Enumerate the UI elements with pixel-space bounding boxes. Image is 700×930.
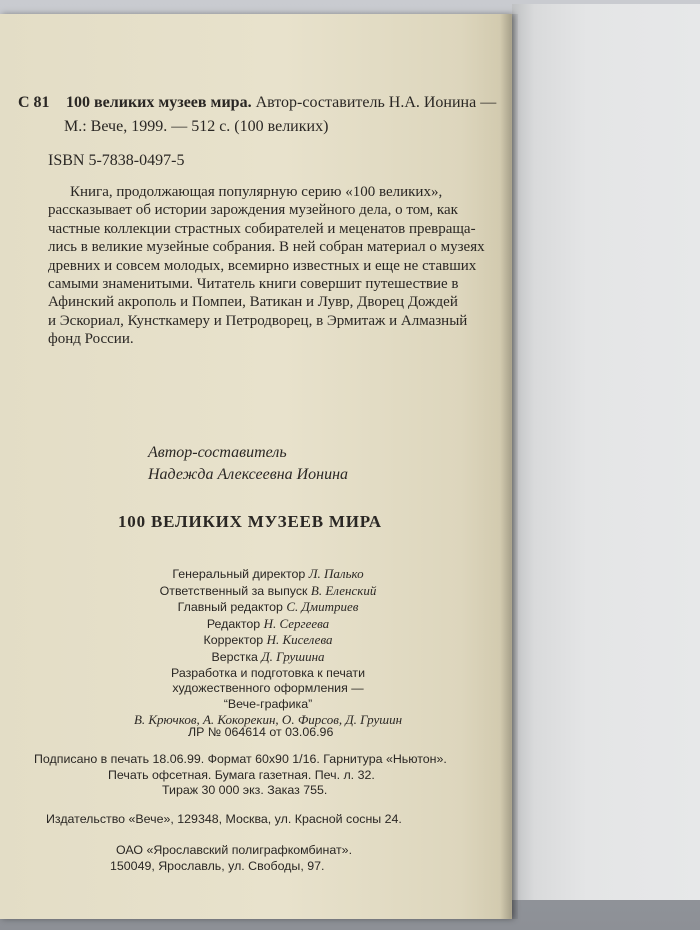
credit-role: художественного оформления —	[172, 681, 364, 696]
credit-role: Ответственный за выпуск	[159, 583, 311, 598]
annotation	[48, 183, 494, 349]
credit-person: Л. Палько	[308, 566, 364, 581]
credit-row	[98, 566, 438, 583]
annotation-line: древних и совсем молодых, всемирно известных и еще не ставших	[48, 257, 477, 274]
isbn: ISBN 5-7838-0497-5	[48, 152, 185, 169]
annotation-line: фонд России.	[48, 331, 134, 348]
print-detail-line: Тираж 30 000 экз. Заказ 755.	[162, 783, 328, 798]
bibliographic-record	[18, 94, 496, 112]
printer-line: 150049, Ярославль, ул. Свободы, 97.	[110, 858, 325, 873]
credit-person: Н. Сергеева	[263, 615, 330, 631]
credit-role: Редактор	[206, 616, 264, 631]
annotation-line: Книга, продолжающая популярную серию «100 великих»,	[70, 184, 443, 200]
credit-role: Генеральный директор	[172, 567, 309, 581]
credit-row	[98, 681, 438, 697]
bibliographic-title: 100 великих музеев мира.	[66, 94, 252, 111]
author-label: Автор-составитель	[148, 444, 287, 461]
credit-row	[98, 649, 438, 666]
annotation-line: частные коллекции страстных собирателей и меценатов превраща-	[48, 220, 476, 237]
bibliographic-author: Автор-составитель Н.А. Ионина —	[251, 94, 497, 111]
credit-person: В. Еленский	[310, 582, 377, 598]
credit-row	[98, 697, 438, 713]
credit-role: Корректор	[203, 633, 267, 648]
credit-role: “Вече-графика”	[223, 696, 313, 711]
annotation-line: Афинский акрополь и Помпеи, Ватикан и Лувр, Дворец Дождей	[48, 294, 458, 311]
credit-person: В. Крючков, А. Кокорекин, О. Фирсов, Д. Грушин	[133, 712, 403, 728]
print-detail-line: Подписано в печать 18.06.99. Формат 60х90 1/16. Гарнитура «Ньютон».	[34, 752, 447, 766]
annotation-line: рассказывает об истории зарождения музейного дела, о том, как	[48, 202, 458, 219]
credit-row	[98, 616, 438, 633]
book-title: 100 ВЕЛИКИХ МУЗЕЕВ МИРА	[118, 512, 382, 531]
credit-row	[98, 632, 438, 649]
credits-block	[98, 566, 438, 729]
license-number: ЛР № 064614 от 03.06.96	[188, 725, 334, 739]
annotation-line: лись в великие музейные собрания. В ней собран материал о музеях	[48, 239, 485, 256]
credit-row	[98, 599, 438, 616]
annotation-line: самыми знаменитыми. Читатель книги совершит путешествие в	[48, 276, 459, 293]
credit-person: С. Дмитриев	[286, 599, 359, 615]
printer-address	[110, 843, 353, 874]
author-name: Надежда Алексеевна Ионина	[148, 466, 349, 483]
credit-person: Н. Киселева	[266, 632, 333, 648]
printer-line: ОАО «Ярославский полиграфкомбинат».	[116, 843, 353, 857]
annotation-line: и Эскориал, Кунсткамеру и Петродворец, в Эрмитаж и Алмазный	[48, 312, 468, 329]
credit-role: Верстка	[211, 649, 262, 664]
credit-role: Главный редактор	[177, 600, 287, 615]
print-detail-line: Печать офсетная. Бумага газетная. Печ. л. 32.	[108, 767, 375, 782]
credit-row	[98, 666, 438, 682]
book-gutter-shadow	[500, 14, 518, 919]
credit-role: Разработка и подготовка к печати	[170, 665, 366, 680]
classification-code: С 81	[18, 94, 50, 111]
bibliographic-publication: М.: Вече, 1999. — 512 с. (100 великих)	[64, 118, 329, 135]
credit-person: Д. Грушина	[261, 648, 325, 664]
publisher-address: Издательство «Вече», 129348, Москва, ул. Красной сосны 24.	[46, 812, 402, 826]
right-page-blank	[512, 4, 700, 900]
print-details	[34, 752, 494, 799]
credit-row	[98, 583, 438, 600]
